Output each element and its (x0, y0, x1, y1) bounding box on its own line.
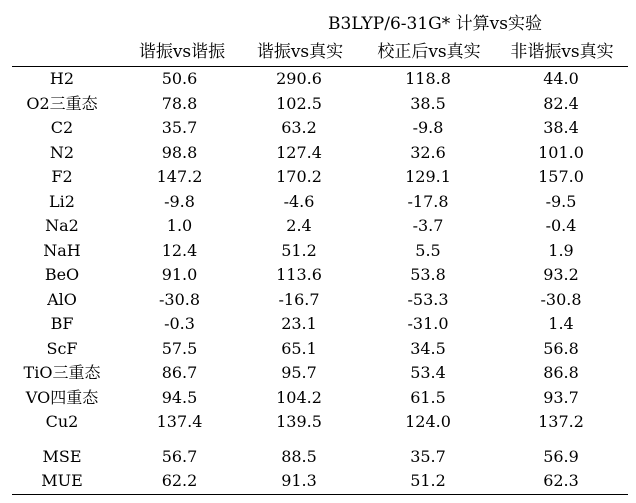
table-row (12, 190, 628, 215)
table-cell: 93.7 (543, 387, 579, 407)
table-cell: 94.5 (161, 387, 198, 407)
table-cell: 147.2 (156, 167, 203, 186)
table-cell: 137.2 (538, 412, 584, 431)
table-cell: 38.5 (410, 93, 446, 113)
table-cell: 101.0 (538, 142, 584, 162)
table-cell: 98.8 (161, 142, 198, 162)
table-cell: -0.3 (164, 314, 195, 333)
table-row (12, 386, 628, 411)
table-row (12, 165, 628, 190)
table-cell: 290.6 (276, 69, 322, 88)
table-label: H2 (49, 69, 75, 88)
table-cell: 12.4 (161, 240, 198, 260)
table-cell: -30.8 (540, 289, 582, 309)
column-header-anharm-vs-real: 非谐振vs真实 (510, 42, 614, 62)
table-cell: 170.2 (276, 167, 322, 186)
table-cell: -31.0 (407, 314, 449, 333)
table-cell: 53.4 (410, 363, 446, 382)
table-cell: 82.4 (543, 93, 579, 113)
table-cell: 61.5 (410, 387, 446, 407)
table-row (12, 361, 628, 386)
table-cell: 78.8 (161, 93, 198, 113)
table-cell: -9.8 (412, 118, 444, 137)
table-row (12, 239, 628, 264)
column-headers (12, 38, 628, 66)
table-row (12, 263, 628, 288)
table-cell: -16.7 (278, 289, 320, 309)
summary-cell: 56.9 (543, 446, 579, 466)
table-cell: 32.6 (410, 142, 446, 162)
table-cell: 93.2 (543, 265, 579, 284)
table-cell: -3.7 (412, 216, 444, 235)
table-row (12, 214, 628, 239)
table-label: VO四重态 (25, 387, 99, 407)
table-cell: 118.8 (405, 69, 451, 88)
table-cell: 1.9 (548, 240, 574, 260)
table-cell: 102.5 (276, 93, 322, 113)
summary-cell: 62.3 (543, 471, 579, 490)
table-row (12, 116, 628, 141)
summary-cell: 62.2 (161, 471, 198, 490)
summary-cell: 56.7 (161, 446, 198, 466)
group-header-title: B3LYP/6-31G* 计算vs实验 (328, 14, 542, 34)
table-cell: 127.4 (276, 142, 322, 162)
table-cell: 124.0 (405, 412, 451, 431)
table-label: N2 (49, 142, 75, 162)
table-cell: 50.6 (161, 69, 198, 88)
table-cell: 5.5 (415, 240, 441, 260)
table-cell: -4.6 (283, 191, 315, 211)
table-label: NaH (43, 240, 81, 260)
table-cell: 44.0 (543, 69, 579, 88)
table-row (12, 67, 628, 92)
table-cell: 129.1 (405, 167, 451, 186)
table-cell: 23.1 (281, 314, 317, 333)
table-cell: 139.5 (276, 412, 322, 431)
column-header-harm-vs-real: 谐振vs真实 (256, 42, 344, 62)
table-label: ScF (46, 338, 78, 358)
table-label: BF (50, 314, 74, 333)
table-label: F2 (51, 167, 73, 186)
table-label: Li2 (49, 191, 75, 211)
table-row (12, 288, 628, 313)
table-cell: -30.8 (158, 289, 201, 309)
table-cell: 57.5 (161, 338, 198, 358)
table-cell: 53.8 (410, 265, 446, 284)
summary-row (12, 445, 628, 470)
summary-cell: 35.7 (410, 446, 446, 466)
table-cell: 86.8 (543, 363, 579, 382)
table-row (12, 312, 628, 337)
table-label: BeO (44, 265, 80, 284)
table-label: TiO三重态 (23, 363, 101, 382)
table-row (12, 141, 628, 166)
table-cell: 157.0 (538, 167, 584, 186)
summary-row (12, 469, 628, 494)
table-cell: 63.2 (281, 118, 317, 137)
table-cell: 95.7 (281, 363, 317, 382)
summary-cell: 88.5 (281, 446, 317, 466)
table-cell: 1.0 (166, 216, 193, 235)
table-cell: 1.4 (548, 314, 574, 333)
table-label: C2 (50, 118, 74, 137)
summary-cell: 51.2 (410, 471, 446, 490)
table-cell: 38.4 (543, 118, 579, 137)
column-header-corrected-vs-real: 校正后vs真实 (377, 42, 481, 62)
summary-label: MUE (41, 471, 83, 490)
table-cell: 137.4 (156, 412, 203, 431)
table-cell: 91.0 (161, 265, 198, 284)
table-cell: -17.8 (407, 191, 449, 211)
table-label: AlO (47, 289, 77, 309)
table-cell: 86.7 (161, 363, 198, 382)
table-label: Na2 (45, 216, 79, 235)
table-cell: 56.8 (543, 338, 579, 358)
bottom-rule (12, 494, 628, 495)
table-label: Cu2 (45, 412, 79, 431)
summary-label: MSE (42, 446, 82, 466)
table-label: O2三重态 (26, 93, 98, 113)
table-cell: -9.8 (164, 191, 195, 211)
table-cell: -9.5 (545, 191, 577, 211)
summary-cell: 91.3 (281, 471, 317, 490)
table-cell: 2.4 (286, 216, 312, 235)
table-row (12, 410, 628, 435)
column-header-harm-vs-harm: 谐振vs谐振 (138, 42, 226, 62)
table-row (12, 337, 628, 362)
table-cell: -0.4 (545, 216, 577, 235)
table-cell: 35.7 (161, 118, 198, 137)
table-cell: 113.6 (276, 265, 322, 284)
table-cell: 34.5 (410, 338, 446, 358)
table-row (12, 92, 628, 117)
table-cell: 51.2 (281, 240, 317, 260)
table-cell: 65.1 (281, 338, 317, 358)
table-cell: 104.2 (276, 387, 322, 407)
table-cell: -53.3 (407, 289, 449, 309)
